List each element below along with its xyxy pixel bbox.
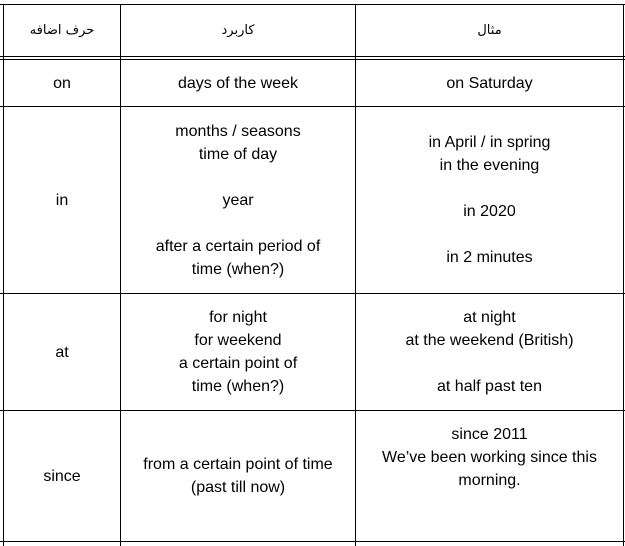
usage-line: time of day bbox=[198, 145, 278, 163]
preposition-text: on bbox=[53, 74, 71, 92]
header-preposition bbox=[4, 5, 120, 56]
example-line: at the weekend (British) bbox=[405, 332, 574, 349]
row-since-preposition bbox=[4, 411, 120, 541]
header-usage bbox=[121, 5, 355, 56]
table-border-bottom bbox=[0, 541, 625, 542]
example-line: since 2011 bbox=[451, 426, 528, 443]
header-divider-upper bbox=[0, 56, 625, 57]
row-in-preposition bbox=[4, 107, 120, 293]
example-line: on Saturday bbox=[446, 74, 533, 92]
row-at-example bbox=[356, 294, 623, 410]
usage-line: time (when?) bbox=[191, 378, 285, 395]
example-line: morning. bbox=[458, 472, 521, 489]
usage-line: (past till now) bbox=[190, 479, 286, 496]
usage-line: for weekend bbox=[194, 332, 282, 349]
preposition-text: at bbox=[55, 343, 69, 361]
row-on-preposition bbox=[4, 60, 120, 106]
header-example bbox=[356, 5, 623, 56]
usage-line: year bbox=[222, 191, 254, 209]
usage-line: after a certain period of bbox=[155, 237, 321, 255]
example-line: in 2 minutes bbox=[446, 249, 533, 266]
usage-line: from a certain point of time bbox=[143, 456, 333, 473]
example-line: in the evening bbox=[439, 157, 540, 174]
column-divider bbox=[623, 4, 624, 546]
row-at-preposition bbox=[4, 294, 120, 410]
example-line: in 2020 bbox=[463, 203, 516, 220]
usage-line: a certain point of bbox=[178, 355, 298, 372]
usage-line: time (when?) bbox=[191, 260, 285, 278]
row-on-example bbox=[356, 60, 623, 106]
example-line: in April / in spring bbox=[428, 134, 551, 151]
example-line: at half past ten bbox=[437, 378, 542, 395]
row-in-usage bbox=[121, 107, 355, 293]
usage-line: days of the week bbox=[177, 74, 299, 92]
preposition-text: since bbox=[43, 467, 81, 485]
row-since-example bbox=[356, 411, 623, 541]
header-usage-text: کاربرد bbox=[221, 23, 255, 38]
preposition-text: in bbox=[55, 191, 69, 209]
header-preposition-text: حرف اضافه bbox=[29, 23, 95, 38]
row-on-usage bbox=[121, 60, 355, 106]
header-example-text: مثال bbox=[477, 23, 502, 38]
row-since-usage bbox=[121, 411, 355, 541]
usage-line: months / seasons bbox=[175, 122, 301, 140]
row-at-usage bbox=[121, 294, 355, 410]
example-line: We’ve been working since this bbox=[382, 449, 597, 466]
row-in-example bbox=[356, 107, 623, 293]
example-line: at night bbox=[463, 309, 516, 326]
usage-line: for night bbox=[209, 309, 267, 326]
